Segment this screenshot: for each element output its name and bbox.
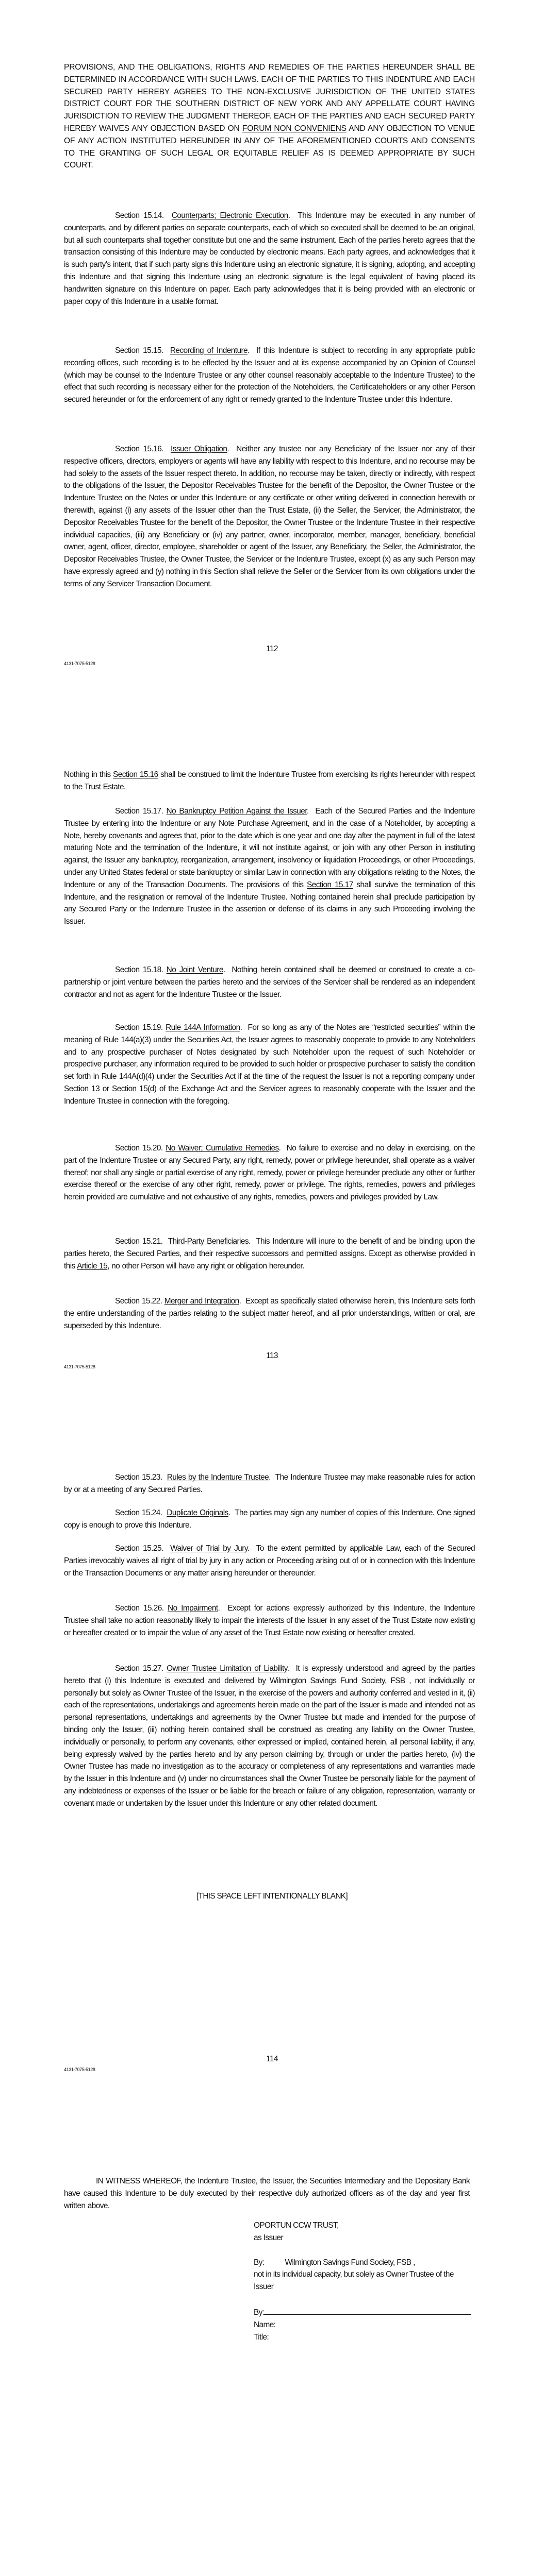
section-number: Section 15.17.	[115, 807, 163, 816]
section-number: Section 15.16.	[115, 445, 163, 453]
section-heading: Counterparts; Electronic Execution	[171, 211, 288, 220]
blank-space-notice: [THIS SPACE LEFT INTENTIONALLY BLANK]	[196, 1892, 348, 1901]
document-id: 4131-7075-5128	[64, 1364, 95, 1369]
section-15-16-continuation: Nothing in this Section 15.16 shall be construed to limit the Indenture Trustee from exercising its rights hereunder with respect to the Trust Estate.	[64, 770, 475, 791]
section-heading: Recording of Indenture	[170, 346, 248, 355]
section-heading: Waiver of Trial by Jury	[170, 1544, 248, 1553]
by-trustee-line: By: Wilmington Savings Fund Society, FSB ,	[254, 2258, 415, 2267]
section-number: Section 15.26.	[115, 1604, 164, 1613]
trustee-capacity: not in its individual capacity, but solely as Owner Trustee of the Issuer	[254, 2270, 454, 2292]
section-number: Section 15.21.	[115, 1237, 163, 1246]
signatory-role: as Issuer	[254, 2233, 284, 2242]
section-15-27: Section 15.27. Owner Trustee Limitation of Liability. It is expressly understood and agreed by the parties hereto that (i) this Indenture is executed and delivered by Wilmington Savings Fund Society, FSB , not individually or personally but solely as Owner Trustee of the Issuer, in the exercise of the powers and authority conferred and vested in it, (ii) each of the representations, undertakings and agreements herein made on the part of the Issuer is made and intended not as personal representations, undertakings and agreements by the Owner Trustee but made and intended for the purpose of binding only the Issuer, (iii) nothing herein contained shall be construed as creating any liability on the Owner Trustee, individually or personally, to perform any covenants, either expressed or implied, contained herein, all personal liability, if any, being expressly waived by the parties hereto and by any person claiming by, through or under the parties hereto, (iv) the Owner Trustee has made no investigation as to the accuracy or completeness of any representations and warranties made by the Issuer in this Indenture and (v) under no circumstances shall the Owner Trustee be personally liable for the payment of any indebtedness or expenses of the Issuer or be liable for the breach or failure of any obligation, representation, warranty or covenant made or undertaken by the Issuer under this Indenture or any other related document.	[64, 1664, 475, 1808]
signature-block	[254, 2219, 481, 2343]
section-number: Section 15.27.	[115, 1664, 163, 1673]
article-reference-link: Article 15	[77, 1261, 108, 1270]
section-heading: Rules by the Indenture Trustee	[167, 1473, 269, 1482]
section-15-26: Section 15.26. No Impairment. Except for actions expressly authorized by this Indenture, the Indenture Trustee shall take no action reasonably likely to impair the interests of the Issuer in any asset of the Trust Estate now existing or hereafter created or to impair the value of any asset of the Trust Estate now existing or hereafter created.	[64, 1604, 475, 1637]
section-15-21: Section 15.21. Third-Party Beneficiaries. This Indenture will inure to the benefit of and be binding upon the parties hereto, the Secured Parties, and their respective successors and permitted assigns. Except as otherwise provided in this Article 15, no other Person will have any right or obligation hereunder.	[64, 1237, 475, 1270]
section-15-16: Section 15.16. Issuer Obligation. Neither any trustee nor any Beneficiary of the Issuer nor any of their respective officers, directors, employers or agents will have any liability with respect to this Indenture, and no recourse may be had solely to the assets of the Issuer respect thereto. In addition, no recourse may be taken, directly or indirectly, with respect to the obligations of the Issuer, the Depositor Receivables Trustee for the benefit of the Depositor, the Owner Trustee or the Indenture Trustee on the Notes or under this Indenture or any certificate or other writing delivered in connection herewith or therewith, against (i) any assets of the Issuer other than the Trust Estate, (ii) the Seller, the Servicer, the Administrator, the Depositor Receivables Trustee for the benefit of the Depositor, the Owner Trustee or the Indenture Trustee in their respective individual capacities, (iii) any Beneficiary or (iv) any partner, owner, incorporator, member, manager, beneficiary, beneficial owner, agent, officer, director, employee, shareholder or agent of the Issuer, any Beneficiary, the Seller, the Administrator, the Depositor Receivables Trustee, the Owner Trustee, the Servicer or the Indenture Trustee, except (x) as any such Person may have expressly agreed and (y) nothing in this Section shall relieve the Seller or the Servicer from its own obligations under the terms of any Servicer Transaction Document.	[64, 445, 475, 588]
section-15-25: Section 15.25. Waiver of Trial by Jury. To the extent permitted by applicable Law, each of the Secured Parties irrevocably waives all right of trial by jury in any action or Proceeding arising out of or in connection with this Indenture or the Transaction Documents or any matter arising hereunder or thereunder.	[64, 1544, 475, 1578]
section-heading: Issuer Obligation	[171, 445, 227, 453]
section-15-23: Section 15.23. Rules by the Indenture Trustee. The Indenture Trustee may make reasonable rules for action by or at a meeting of any Secured Parties.	[64, 1473, 475, 1494]
section-heading: Rule 144A Information	[166, 1023, 240, 1032]
document-id: 4131-7075-5128	[64, 2067, 95, 2072]
section-heading: No Impairment	[168, 1604, 218, 1613]
section-number: Section 15.15.	[115, 346, 163, 355]
title-field: Title:	[254, 2332, 269, 2342]
section-15-18: Section 15.18. No Joint Venture. Nothing herein contained shall be deemed or construed to create a co-partnership or joint venture between the parties hereto and the services of the Servicer shall be rendered as an independent contractor and not as agent for the Indenture Trustee or the Issuer.	[64, 965, 475, 999]
governing-law-paragraph: PROVISIONS, AND THE OBLIGATIONS, RIGHTS AND REMEDIES OF THE PARTIES HEREUNDER SHALL BE DETERMINED IN ACCORDANCE WITH SUCH LAWS. EACH OF THE PARTIES TO THIS INDENTURE AND EACH SECURED PARTY HEREBY AGREES TO THE NON-EXCLUSIVE JURISDICTION OF THE UNITED STATES DISTRICT COURT FOR THE SOUTHERN DISTRICT OF NEW YORK AND ANY APPELLATE COURT HAVING JURISDICTION TO REVIEW THE JUDGMENT THEREOF. EACH OF THE PARTIES AND EACH SECURED PARTY HEREBY WAIVES ANY OBJECTION BASED ON FORUM NON CONVENIENS AND ANY OBJECTION TO VENUE OF ANY ACTION INSTITUTED HEREUNDER IN ANY OF THE AFOREMENTIONED COURTS AND CONSENTS TO THE GRANTING OF SUCH LEGAL OR EQUITABLE RELIEF AS IS DEEMED APPROPRIATE BY SUCH COURT.	[64, 63, 475, 170]
section-number: Section 15.20.	[115, 1144, 163, 1153]
section-number: Section 15.25.	[115, 1544, 163, 1553]
trustee-name: Wilmington Savings Fund Society, FSB ,	[285, 2258, 415, 2267]
section-15-22: Section 15.22. Merger and Integration. Except as specifically stated otherwise herein, this Indenture sets forth the entire understanding of the parties relating to the subject matter hereof, and all prior understandings, written or oral, are superseded by this Indenture.	[64, 1297, 475, 1330]
signature-line: By:	[254, 2306, 481, 2319]
page-number: 112	[266, 645, 278, 653]
section-heading: No Waiver; Cumulative Remedies	[166, 1144, 279, 1153]
section-15-24: Section 15.24. Duplicate Originals. The parties may sign any number of copies of this Indenture. One signed copy is enough to prove this Indenture.	[64, 1509, 475, 1530]
section-number: Section 15.19.	[115, 1023, 163, 1032]
name-field: Name:	[254, 2320, 276, 2329]
section-heading: No Bankruptcy Petition Against the Issuer	[166, 807, 307, 816]
section-heading: Merger and Integration	[164, 1297, 239, 1306]
section-heading: Third-Party Beneficiaries	[168, 1237, 249, 1246]
section-15-17: Section 15.17. No Bankruptcy Petition Against the Issuer. Each of the Secured Parties and the Indenture Trustee by entering into the Indenture or any Note Purchase Agreement, and in the case of a Noteholder, by accepting a Note, hereby covenants and agrees that, prior to the date which is one year and one day after the payment in full of the latest maturing Note and the termination of the Indenture, it will not institute against, or join with any other Person in instituting against, the Issuer any bankruptcy, reorganization, arrangement, insolvency or liquidation Proceedings, or other Proceedings, under any United States federal or state bankruptcy or similar Law in connection with any obligations relating to the Notes, the Indenture or any of the Transaction Documents. The provisions of this Section 15.17 shall survive the termination of this Indenture, and the resignation or removal of the Indenture Trustee. Nothing contained herein shall preclude participation by any Secured Party or the Indenture Trustee in the assertion or defense of its claims in any such Proceeding involving the Issuer.	[64, 807, 475, 926]
section-15-14: Section 15.14. Counterparts; Electronic Execution. This Indenture may be executed in any number of counterparts, and by different parties on separate counterparts, each of which so executed shall be deemed to be an original, but all such counterparts shall together constitute but one and the same instrument. Each of the parties hereto agrees that the transaction consisting of this Indenture may be conducted by electronic means. Each party agrees, and acknowledges that it is such party’s intent, that if such party signs this Indenture using an electronic signature, it is signing, adopting, and accepting this Indenture and that signing this Indenture using an electronic signature is the legal equivalent of having placed its handwritten signature on this Indenture on paper. Each party acknowledges that it is being provided with an electronic or paper copy of this Indenture in a usable format.	[64, 211, 475, 306]
signature-field[interactable]	[264, 2306, 471, 2315]
section-15-20: Section 15.20. No Waiver; Cumulative Remedies. No failure to exercise and no delay in exercising, on the part of the Indenture Trustee or any Secured Party, any right, remedy, power or privilege hereunder, shall operate as a waiver thereof; nor shall any single or partial exercise of any right, remedy, power or privilege hereunder preclude any other or further exercise thereof or the exercise of any other right, remedy, power or privilege. The rights, remedies, powers and privileges herein provided are cumulative and not exhaustive of any rights, remedies, powers and privileges provided by Law.	[64, 1144, 475, 1202]
page-number: 113	[266, 1351, 278, 1360]
section-number: Section 15.24.	[115, 1509, 162, 1517]
section-number: Section 15.22.	[115, 1297, 162, 1306]
witness-paragraph: IN WITNESS WHEREOF, the Indenture Trustee, the Issuer, the Securities Intermediary and the Depositary Bank have caused this Indenture to be duly executed by their respective duly authorized officers as of the day and year first written above.	[64, 2177, 470, 2210]
section-number: Section 15.23.	[115, 1473, 162, 1482]
page-number: 114	[266, 2055, 278, 2063]
section-15-15: Section 15.15. Recording of Indenture. If this Indenture is subject to recording in any appropriate public recording offices, such recording is to be effected by the Issuer and at its expense accompanied by an Opinion of Counsel (which may be counsel to the Indenture Trustee or any other counsel reasonably acceptable to the Indenture Trustee) to the effect that such recording is necessary either for the protection of the Noteholders, the Certificateholders or any other Person secured hereunder or for the enforcement of any right or remedy granted to the Indenture Trustee under this Indenture.	[64, 346, 475, 404]
section-number: Section 15.14.	[115, 211, 164, 220]
section-number: Section 15.18.	[115, 965, 163, 974]
section-15-19: Section 15.19. Rule 144A Information. For so long as any of the Notes are “restricted securities” within the meaning of Rule 144(a)(3) under the Securities Act, the Issuer agrees to reasonably cooperate to provide to any Noteholders and to any prospective purchaser of Notes designated by such Noteholder upon the request of such Noteholder or prospective purchaser, any information required to be provided to such holder or prospective purchaser to satisfy the condition set forth in Rule 144A(d)(4) under the Securities Act if at the time of the request the Issuer is not a reporting company under Section 13 or Section 15(d) of the Exchange Act and the Servicer agrees to reasonably cooperate with the Issuer and the Indenture Trustee in connection with the foregoing.	[64, 1023, 475, 1106]
document-id: 4131-7075-5128	[64, 661, 95, 666]
signatory-entity: OPORTUN CCW TRUST,	[254, 2221, 339, 2230]
section-heading: Duplicate Originals	[167, 1509, 228, 1517]
section-heading: No Joint Venture	[166, 965, 223, 974]
forum-non-conveniens-term: FORUM NON CONVENIENS	[242, 124, 347, 133]
section-reference-link: Section 15.16	[112, 770, 158, 779]
section-heading: Owner Trustee Limitation of Liability	[167, 1664, 287, 1673]
section-reference-link: Section 15.17	[307, 880, 353, 889]
